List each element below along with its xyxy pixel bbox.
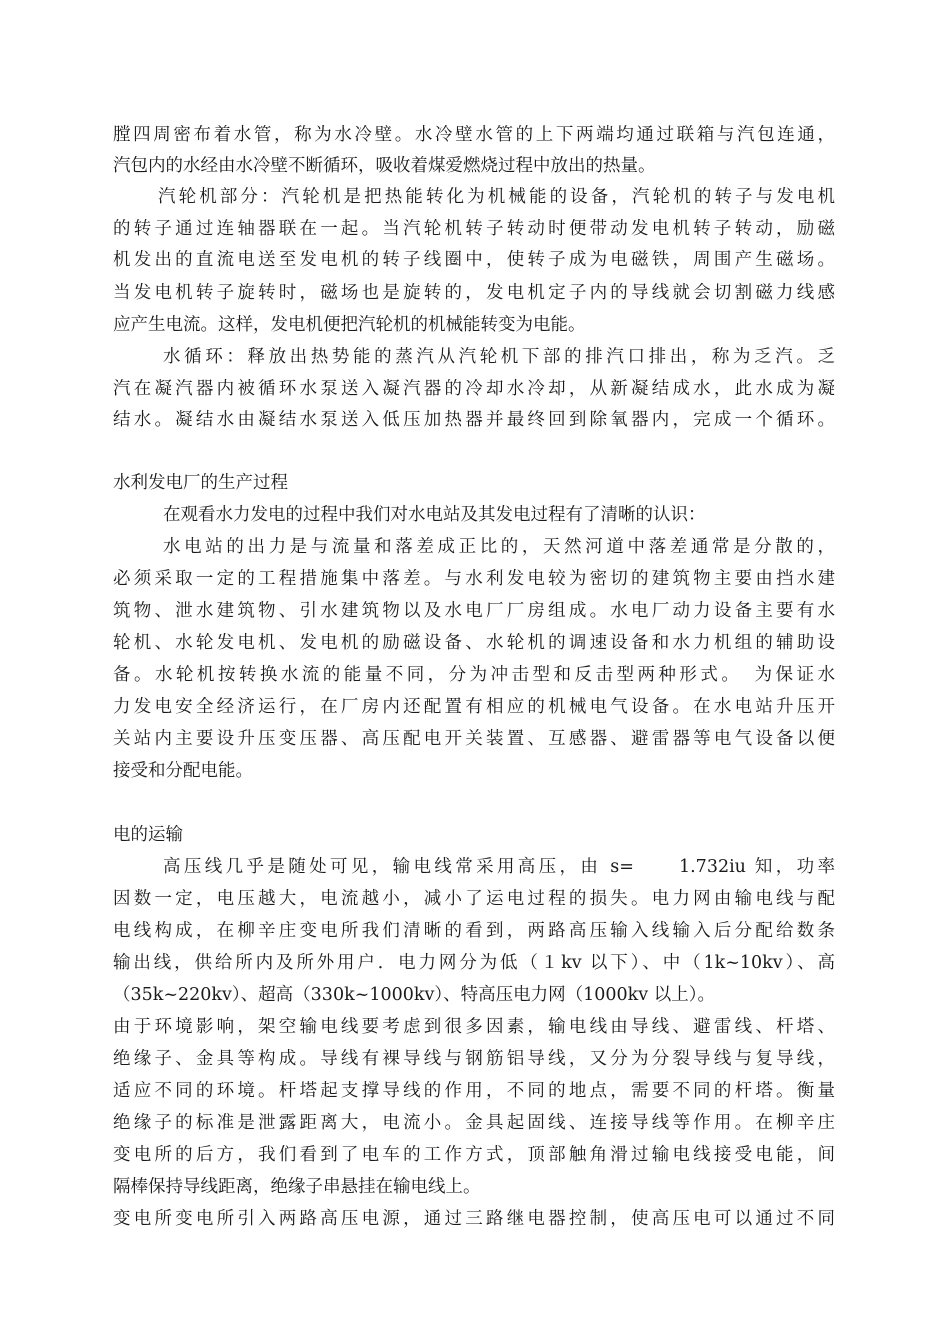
paragraph-line: 汽轮机部分：汽轮机是把热能转化为机械能的设备，汽轮机的转子与发电机 [158, 187, 835, 207]
paragraph-line: （35k~220kv）、超高（330k~1000kv）、特高压电力网（1000kv 以上）。 [113, 985, 715, 1005]
paragraph-line: 绝缘子的标准是泄露距离大，电流小。金具起固线、连接导线等作用。在柳辛庄 [113, 1113, 835, 1133]
paragraph-line: 汽在凝汽器内被循环水泵送入凝汽器的冷却水冷却，从新凝结成水，此水成为凝 [113, 379, 835, 399]
paragraph-line: 汽包内的水经由水冷壁不断循环，吸收着煤爱燃烧过程中放出的热量。 [113, 156, 656, 176]
paragraph-line: 的转子通过连轴器联在一起。当汽轮机转子转动时便带动发电机转子转动，励磁 [113, 219, 835, 239]
paragraph-line: 适应不同的环境。杆塔起支撑导线的作用，不同的地点，需要不同的杆塔。衡量 [113, 1081, 835, 1101]
paragraph-line: 变电所变电所引入两路高压电源，通过三路继电器控制，使高压电可以通过不同 [113, 1209, 835, 1229]
paragraph-line: 备。水轮机按转换水流的能量不同，分为冲击型和反击型两种形式。 为保证水 [113, 665, 835, 685]
paragraph-line: 接受和分配电能。 [113, 761, 253, 781]
section-heading: 水利发电厂的生产过程 [113, 473, 288, 493]
paragraph-line: 当发电机转子旋转时，磁场也是旋转的，发电机定子内的导线就会切割磁力线感 [113, 283, 835, 303]
paragraph-line: 水循环：释放出热势能的蒸汽从汽轮机下部的排汽口排出，称为乏汽。乏 [163, 347, 835, 367]
paragraph-line: 筑物、泄水建筑物、引水建筑物以及水电厂厂房组成。水电厂动力设备主要有水 [113, 601, 835, 621]
paragraph-line: 高压线几乎是随处可见，输电线常采用高压，由 s= 1.732iu 知，功率 [163, 857, 835, 877]
paragraph-line: 隔棒保持导线距离，绝缘子串悬挂在输电线上。 [113, 1177, 481, 1197]
paragraph-line: 力发电安全经济运行，在厂房内还配置有相应的机械电气设备。在水电站升压开 [113, 697, 835, 717]
paragraph-line: 输出线，供给所内及所外用户．电力网分为低（１kv 以下）、中（1k~10kv）、高 [113, 953, 835, 973]
paragraph-line: 水电站的出力是与流量和落差成正比的，天然河道中落差通常是分散的， [163, 537, 835, 557]
paragraph-line: 变电所的后方，我们看到了电车的工作方式，顶部触角滑过输电线接受电能，间 [113, 1145, 835, 1165]
paragraph-line: 机发出的直流电送至发电机的转子线圈中，使转子成为电磁铁，周围产生磁场。 [113, 250, 835, 270]
paragraph-line: 轮机、水轮发电机、发电机的励磁设备、水轮机的调速设备和水力机组的辅助设 [113, 633, 835, 653]
paragraph-line: 电线构成，在柳辛庄变电所我们清晰的看到，两路高压输入线输入后分配给数条 [113, 921, 835, 941]
paragraph-line: 结水。凝结水由凝结水泵送入低压加热器并最终回到除氧器内，完成一个循环。 [113, 410, 835, 430]
paragraph-line: 关站内主要设升压变压器、高压配电开关装置、互感器、避雷器等电气设备以便 [113, 729, 835, 749]
section-heading: 电的运输 [113, 825, 183, 845]
paragraph-line: 应产生电流。这样，发电机便把汽轮机的机械能转变为电能。 [113, 315, 586, 335]
paragraph-line: 必须采取一定的工程措施集中落差。与水利发电较为密切的建筑物主要由挡水建 [113, 569, 835, 589]
paragraph-line: 绝缘子、金具等构成。导线有裸导线与钢筋铝导线，又分为分裂导线与复导线， [113, 1049, 835, 1069]
paragraph-line: 因数一定，电压越大，电流越小，减小了运电过程的损失。电力网由输电线与配 [113, 889, 835, 909]
paragraph-line: 膛四周密布着水管，称为水冷壁。水冷壁水管的上下两端均通过联箱与汽包连通， [113, 125, 835, 145]
paragraph-line: 由于环境影响，架空输电线要考虑到很多因素，输电线由导线、避雷线、杆塔、 [113, 1017, 835, 1037]
paragraph-line: 在观看水力发电的过程中我们对水电站及其发电过程有了清晰的认识： [163, 505, 706, 525]
